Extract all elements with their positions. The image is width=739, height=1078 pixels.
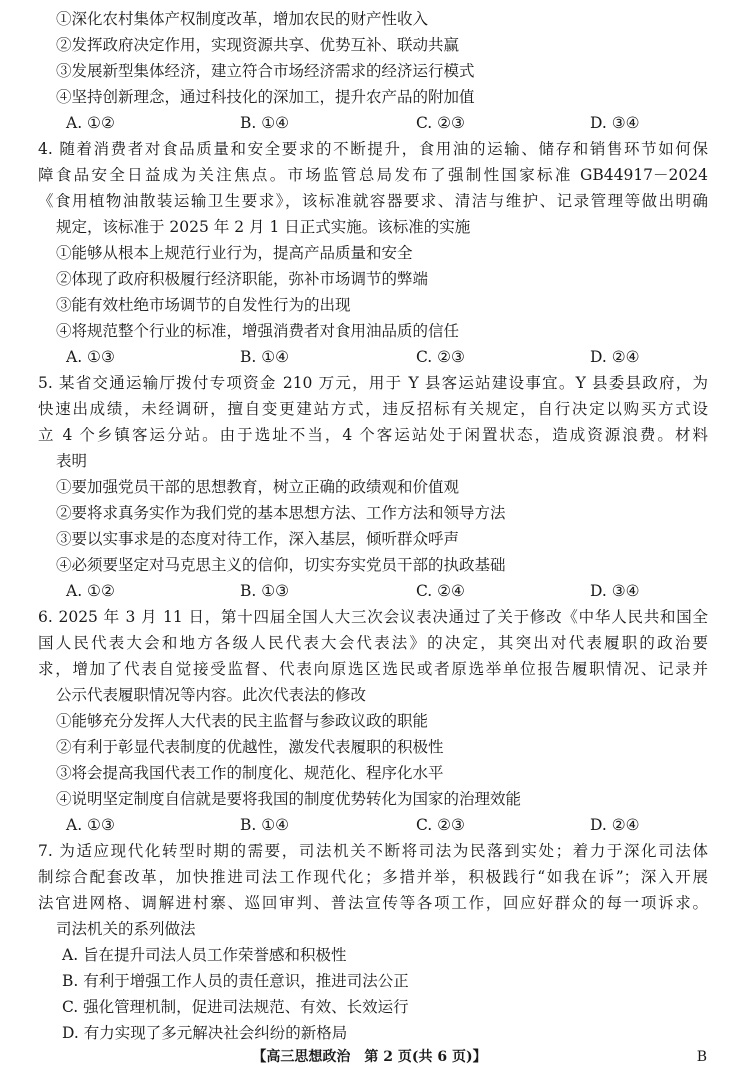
page-footer <box>0 1046 739 1068</box>
q6-statement-3: ③将会提高我国代表工作的制度化、规范化、程序化水平 <box>56 764 444 782</box>
q3-option-b[interactable]: B. ①④ <box>240 114 290 132</box>
q4-statement-1: ①能够从根本上规范行业行为，提高产品质量和安全 <box>56 244 413 262</box>
q5-option-b[interactable]: B. ①③ <box>240 582 290 600</box>
q5-statement-1: ①要加强党员干部的思想教育，树立正确的政绩观和价值观 <box>56 478 460 496</box>
q5-option-c[interactable]: C. ②④ <box>416 582 465 600</box>
footer-version: B <box>696 1049 707 1065</box>
q3-option-c[interactable]: C. ②③ <box>416 114 465 132</box>
q7-option-b[interactable]: B. 有利于增强工作人员的责任意识，推进司法公正 <box>62 972 409 990</box>
q5-statement-4: ④必须要坚定对马克思主义的信仰，切实夯实党员干部的执政基础 <box>56 556 506 574</box>
q4-stem-line-3: 《食用植物油散装运输卫生要求》，该标准就容器要求、清洁与维护、记录管理等做出明确 <box>38 192 708 210</box>
q6-stem-line-1: 6. 2025 年 3 月 11 日，第十四届全国人大三次会议表决通过了关于修改《中华人民共和国全 <box>38 608 708 626</box>
q7-option-a[interactable]: A. 旨在提升司法人员工作荣誉感和积极性 <box>62 946 347 964</box>
q4-stem-line-1: 4. 随着消费者对食品质量和安全要求的不断提升，食用油的运输、储存和销售环节如何保 <box>38 140 708 158</box>
q5-options <box>66 580 686 602</box>
q4-options <box>66 346 686 368</box>
q6-option-c[interactable]: C. ②③ <box>416 816 465 834</box>
q3-statement-2: ②发挥政府决定作用，实现资源共享、优势互补、联动共赢 <box>56 36 460 54</box>
q6-statement-1: ①能够充分发挥人大代表的民主监督与参政议政的职能 <box>56 712 429 730</box>
q5-option-d[interactable]: D. ③④ <box>590 582 640 600</box>
q6-options <box>66 814 686 836</box>
q4-option-a[interactable]: A. ①③ <box>66 348 115 366</box>
q3-option-a[interactable]: A. ①② <box>66 114 115 132</box>
q6-statement-2: ②有利于彰显代表制度的优越性，激发代表履职的积极性 <box>56 738 444 756</box>
q3-option-d[interactable]: D. ③④ <box>590 114 640 132</box>
q7-stem-line-4: 司法机关的系列做法 <box>56 920 196 938</box>
footer-page-info: 【高三思想政治 第 2 页(共 6 页)】 <box>252 1049 487 1065</box>
q5-statement-2: ②要将求真务实作为我们党的基本思想方法、工作方法和领导方法 <box>56 504 506 522</box>
q5-option-a[interactable]: A. ①② <box>66 582 115 600</box>
q5-stem-line-1: 5. 某省交通运输厅拨付专项资金 210 万元，用于 Y 县客运站建设事宜。Y 县委县政府，为 <box>38 374 708 392</box>
q3-statement-1: ①深化农村集体产权制度改革，增加农民的财产性收入 <box>56 10 429 28</box>
q4-stem-line-2: 障食品安全日益成为关注焦点。市场监管总局发布了强制性国家标准 GB44917－2024 <box>38 166 708 184</box>
q4-stem-line-4: 规定，该标准于 2025 年 2 月 1 日正式实施。该标准的实施 <box>56 218 471 236</box>
q3-statement-3: ③发展新型集体经济，建立符合市场经济需求的经济运行模式 <box>56 62 475 80</box>
q5-statement-3: ③要以实事求是的态度对待工作，深入基层，倾听群众呼声 <box>56 530 460 548</box>
q7-stem-line-2: 制综合配套改革，加快推进司法工作现代化；多措并举，积极践行“如我在诉”；深入开展 <box>38 868 708 886</box>
q4-statement-3: ③能有效杜绝市场调节的自发性行为的出现 <box>56 296 351 314</box>
q5-stem-line-3: 立 4 个乡镇客运分站。由于选址不当，4 个客运站处于闲置状态，造成资源浪费。材料 <box>38 426 708 444</box>
q7-option-c[interactable]: C. 强化管理机制，促进司法规范、有效、长效运行 <box>62 998 409 1016</box>
q6-stem-line-3: 求，增加了代表自觉接受监督、代表向原选区选民或者原选举单位报告履职情况、记录并 <box>38 660 708 678</box>
q5-stem-line-2: 快速出成绩，未经调研，擅自变更建站方式，违反招标有关规定，自行决定以购买方式设 <box>38 400 708 418</box>
q7-stem-line-3: 法官进网格、调解进村寨、巡回审判、普法宣传等各项工作，回应好群众的每一项诉求。 <box>38 894 708 912</box>
q6-statement-4: ④说明坚定制度自信就是要将我国的制度优势转化为国家的治理效能 <box>56 790 522 808</box>
q4-option-b[interactable]: B. ①④ <box>240 348 290 366</box>
q6-option-d[interactable]: D. ②④ <box>590 816 640 834</box>
q3-options <box>66 112 686 134</box>
q5-stem-line-4: 表明 <box>56 452 88 470</box>
q7-stem-line-1: 7. 为适应现代化转型时期的需要，司法机关不断将司法为民落到实处；着力于深化司法体 <box>38 842 708 860</box>
q6-option-b[interactable]: B. ①④ <box>240 816 290 834</box>
q7-option-d[interactable]: D. 有力实现了多元解决社会纠纷的新格局 <box>62 1024 348 1042</box>
q3-statement-4: ④坚持创新理念，通过科技化的深加工，提升农产品的附加值 <box>56 88 475 106</box>
q6-option-a[interactable]: A. ①③ <box>66 816 115 834</box>
q6-stem-line-2: 国人民代表大会和地方各级人民代表大会代表法》的决定，其突出对代表履职的政治要 <box>38 634 708 652</box>
q6-stem-line-4: 公示代表履职情况等内容。此次代表法的修改 <box>56 686 367 704</box>
q4-statement-2: ②体现了政府积极履行经济职能，弥补市场调节的弊端 <box>56 270 429 288</box>
q4-option-c[interactable]: C. ②③ <box>416 348 465 366</box>
q4-option-d[interactable]: D. ②④ <box>590 348 640 366</box>
q4-statement-4: ④将规范整个行业的标准，增强消费者对食用油品质的信任 <box>56 322 460 340</box>
